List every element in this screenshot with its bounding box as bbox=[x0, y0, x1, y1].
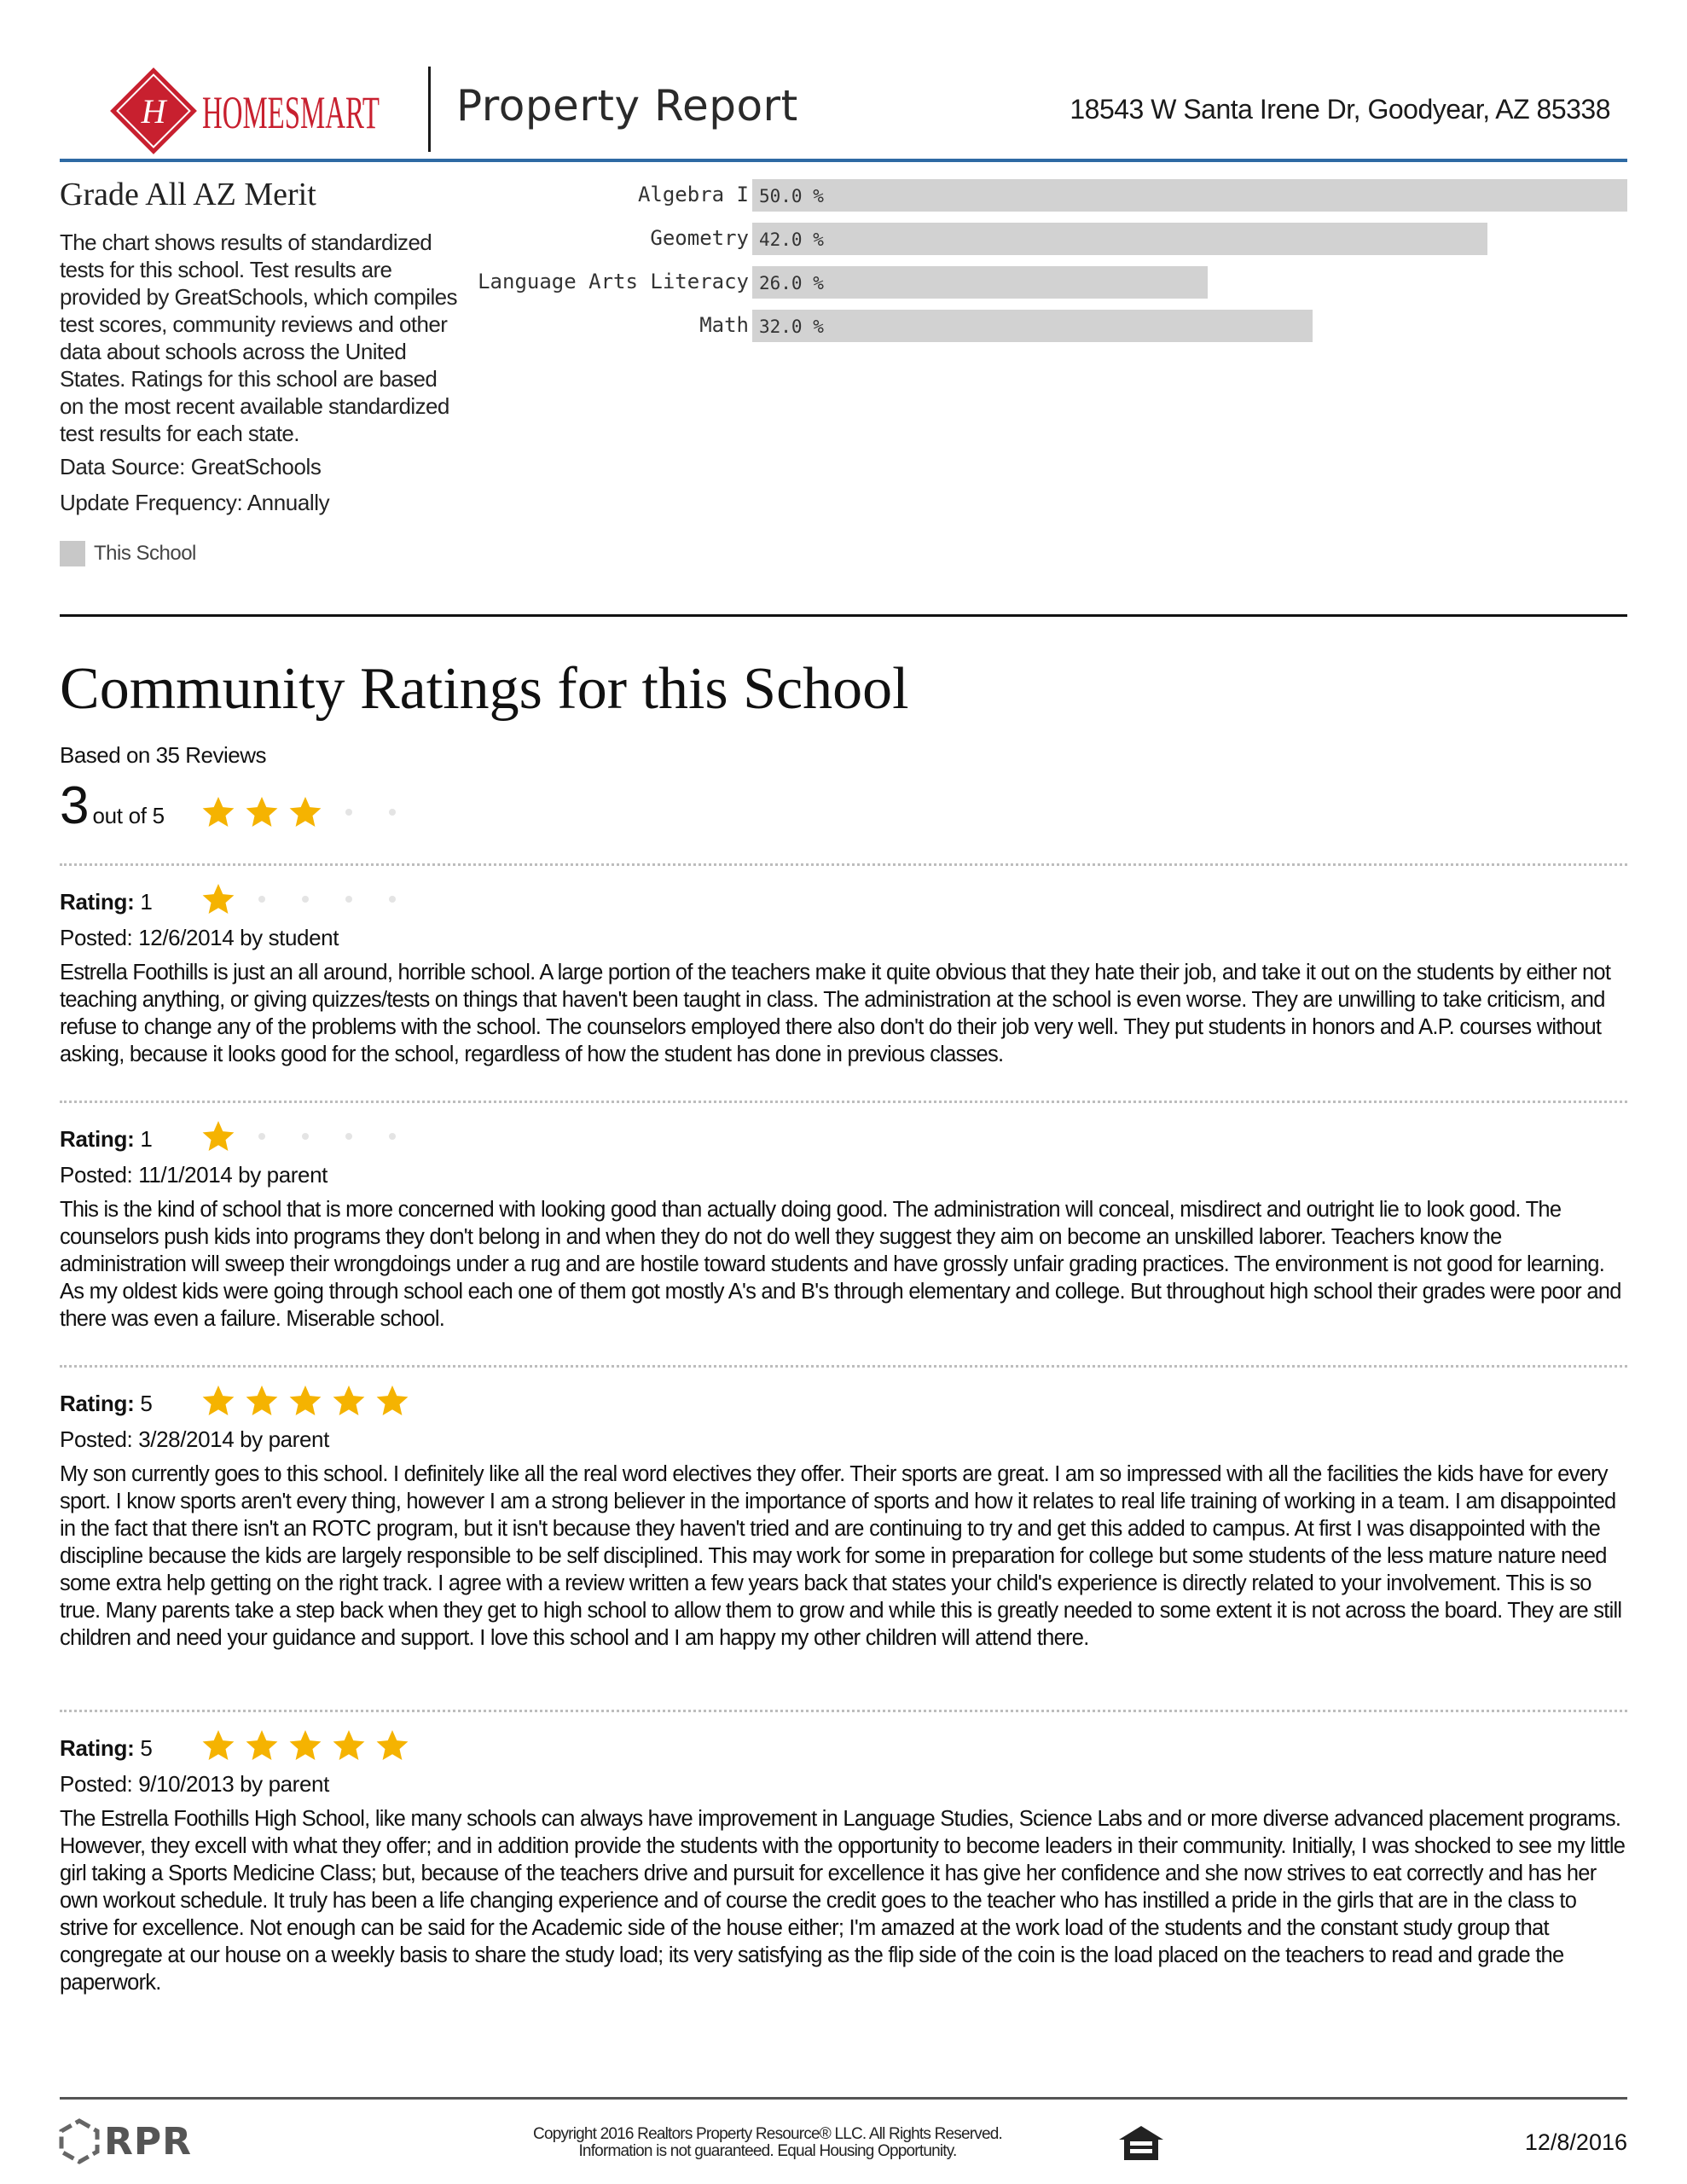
review-stars bbox=[201, 1728, 419, 1763]
legend-swatch bbox=[60, 541, 85, 566]
star-icon bbox=[375, 1728, 409, 1763]
star-icon bbox=[288, 1384, 322, 1418]
star-icon bbox=[245, 795, 279, 829]
overall-score bbox=[60, 776, 165, 836]
community-ratings-title: Community Ratings for this School bbox=[60, 656, 909, 722]
chart-category-label: Math bbox=[699, 313, 749, 337]
chart-value-label: 50.0 % bbox=[759, 186, 824, 206]
chart-value-label: 26.0 % bbox=[759, 273, 824, 293]
disclaimer-line: Information is not guaranteed. Equal Housing Opportunity. bbox=[578, 2142, 957, 2160]
data-source: Data Source: GreatSchools bbox=[60, 454, 322, 479]
star-icon bbox=[201, 882, 235, 916]
star-icon bbox=[245, 1728, 279, 1763]
rpr-logo bbox=[60, 2119, 192, 2164]
rpr-text: RPR bbox=[104, 2119, 193, 2164]
empty-star-dot bbox=[288, 1119, 322, 1153]
star-icon bbox=[332, 1728, 366, 1763]
test-section-title: Grade All AZ Merit bbox=[60, 177, 316, 212]
test-section-description: The chart shows results of standardized tests for this school. Test results are provided by GreatSchools, which compiles test scores, community reviews and other data about schools across the United States. Ratings for this school are based on the most recent available standardized test results for each state. bbox=[60, 229, 457, 446]
chart-category-label: Language Arts Literacy bbox=[478, 270, 749, 293]
chart-value-label: 32.0 % bbox=[759, 317, 824, 337]
equal-housing-icon bbox=[1117, 2124, 1165, 2162]
empty-star-dot bbox=[245, 1119, 279, 1153]
brand-name: HOMESMART bbox=[202, 87, 380, 138]
footer-rule bbox=[60, 2097, 1627, 2100]
divider bbox=[60, 1101, 1627, 1103]
star-icon bbox=[201, 795, 235, 829]
legend-label: This School bbox=[94, 542, 196, 565]
review-rating: Rating: 5 bbox=[60, 1735, 153, 1761]
report-date: 12/8/2016 bbox=[1524, 2129, 1627, 2155]
review-rating: Rating: 1 bbox=[60, 1126, 153, 1152]
star-icon bbox=[201, 1119, 235, 1153]
review-body: Estrella Foothills is just an all around, horrible school. A large portion of the teachers make it quite obvious that they hate their job, and take it out on the students by either not teaching anything, or giving quizzes/tests on things that haven't been taught in class. The administration at the school is even worse. They are unwilling to take criticism, and refuse to change any of the problems with the school. The counselors employed there also don't do their job very well. They put students in honors and A.P. courses without asking, because it looks good for the school, regardless of how the student has done in previous classes. bbox=[60, 961, 1611, 1066]
empty-star-dot bbox=[332, 795, 366, 829]
header-rule bbox=[60, 159, 1627, 162]
review-stars bbox=[201, 1119, 419, 1153]
section-rule bbox=[60, 614, 1627, 617]
star-icon bbox=[201, 1384, 235, 1418]
update-frequency: Update Frequency: Annually bbox=[60, 490, 330, 515]
chart-bar bbox=[752, 223, 1487, 255]
reviews-count: Based on 35 Reviews bbox=[60, 742, 266, 768]
chart-bar bbox=[752, 310, 1313, 342]
review-rating: Rating: 1 bbox=[60, 889, 153, 915]
chart-bar bbox=[752, 179, 1627, 212]
divider bbox=[60, 863, 1627, 866]
homesmart-logo bbox=[107, 60, 388, 162]
empty-star-dot bbox=[332, 882, 366, 916]
review-body: My son currently goes to this school. I definitely like all the real word electives they offer. Their sports are great. I am so impressed with all the facilities the kids have for every sport. I know sports aren't every thing, however I am a strong believer in the importance of sports and how it relates to real life training of working in a team. I am disappointed in the fact that there isn't an ROTC program, but it isn't because they haven't tried and are continuing to try and get this added to campus. At first I was disappointed with the discipline because the kids are largely responsible to be self disciplined. This may work for some in preparation for college but some students of the less mature nature need some extra help getting on the right track. I agree with a review written a few years back that states your child's experience is directly related to your involvement. This is so true. Many parents take a step back when they get to high school to allow them to grow and while this is greatly needed to some extent it is not across the board. They are still children and need your guidance and support. I love this school and I am happy my other children will attend there. bbox=[60, 1462, 1622, 1650]
divider bbox=[60, 1365, 1627, 1368]
score-out-of: out of 5 bbox=[92, 803, 165, 828]
property-address: 18543 W Santa Irene Dr, Goodyear, AZ 85338 bbox=[1070, 94, 1610, 125]
empty-star-dot bbox=[375, 1119, 409, 1153]
star-icon bbox=[375, 1384, 409, 1418]
review-stars bbox=[201, 882, 419, 916]
chart-value-label: 42.0 % bbox=[759, 229, 824, 250]
empty-star-dot bbox=[375, 795, 409, 829]
empty-star-dot bbox=[245, 882, 279, 916]
header-divider bbox=[428, 67, 431, 152]
chart-legend bbox=[60, 541, 196, 566]
star-icon bbox=[245, 1384, 279, 1418]
review-posted: Posted: 12/6/2014 by student bbox=[60, 925, 339, 950]
review-rating: Rating: 5 bbox=[60, 1391, 153, 1416]
review-stars bbox=[201, 1384, 419, 1418]
overall-stars bbox=[201, 795, 419, 829]
score-value: 3 bbox=[60, 776, 90, 835]
star-icon bbox=[288, 795, 322, 829]
star-icon bbox=[201, 1728, 235, 1763]
review-posted: Posted: 11/1/2014 by parent bbox=[60, 1162, 328, 1188]
empty-star-dot bbox=[288, 882, 322, 916]
chart-category-label: Geometry bbox=[650, 226, 749, 250]
review-body: This is the kind of school that is more concerned with looking good than actually doing good. The administration will conceal, misdirect and outright lie to look good. The counselors push kids into programs they don't belong in and when they do not do well they suggest they aim on become an unskilled laborer. Teachers know the administration will sweep their wrongdoings under a rug and are hostile toward students and have grossly unfair grading practices. The environment is not good for learning. As my oldest kids were going through school each one of them got mostly A's and B's through elementary and college. But throughout high school their grades were poor and there was even a failure. Miserable school. bbox=[60, 1198, 1621, 1331]
test-results-chart bbox=[478, 176, 1629, 346]
empty-star-dot bbox=[332, 1119, 366, 1153]
report-title: Property Report bbox=[456, 81, 798, 131]
divider bbox=[60, 1710, 1627, 1712]
copyright-notice bbox=[478, 2126, 1058, 2160]
empty-star-dot bbox=[375, 882, 409, 916]
review-body: The Estrella Foothills High School, like many schools can always have improvement in Language Studies, Science Labs and or more diverse advanced placement programs. However, they excell with what they offer; and in addition provide the students with the opportunity to become leaders in their community. Initially, I was shocked to see my little girl taking a Sports Medicine Class; but, because of the teachers drive and pursuit for excellence it has give her confidence and she now strives to eat correctly and has her own workout schedule. It truly has been a life changing experience and of course the credit goes to the teacher who has instilled a pride in the girls that are in the class to strive for excellence. Not enough can be said for the Academic side of the house either; I'm amazed at the work load of the students and the constant study group that congregate at our house on a weekly basis to share the study load; its very satisfying as the flip side of the coin is the load placed on the teachers to read and grade the paperwork. bbox=[60, 1807, 1626, 1995]
rpr-icon bbox=[60, 2119, 99, 2164]
review-posted: Posted: 9/10/2013 by parent bbox=[60, 1771, 329, 1797]
brand-mark: H bbox=[141, 92, 166, 131]
chart-category-label: Algebra I bbox=[637, 183, 749, 206]
copyright-line: Copyright 2016 Realtors Property Resource® LLC. All Rights Reserved. bbox=[533, 2125, 1002, 2143]
star-icon bbox=[332, 1384, 366, 1418]
star-icon bbox=[288, 1728, 322, 1763]
review-posted: Posted: 3/28/2014 by parent bbox=[60, 1426, 329, 1452]
